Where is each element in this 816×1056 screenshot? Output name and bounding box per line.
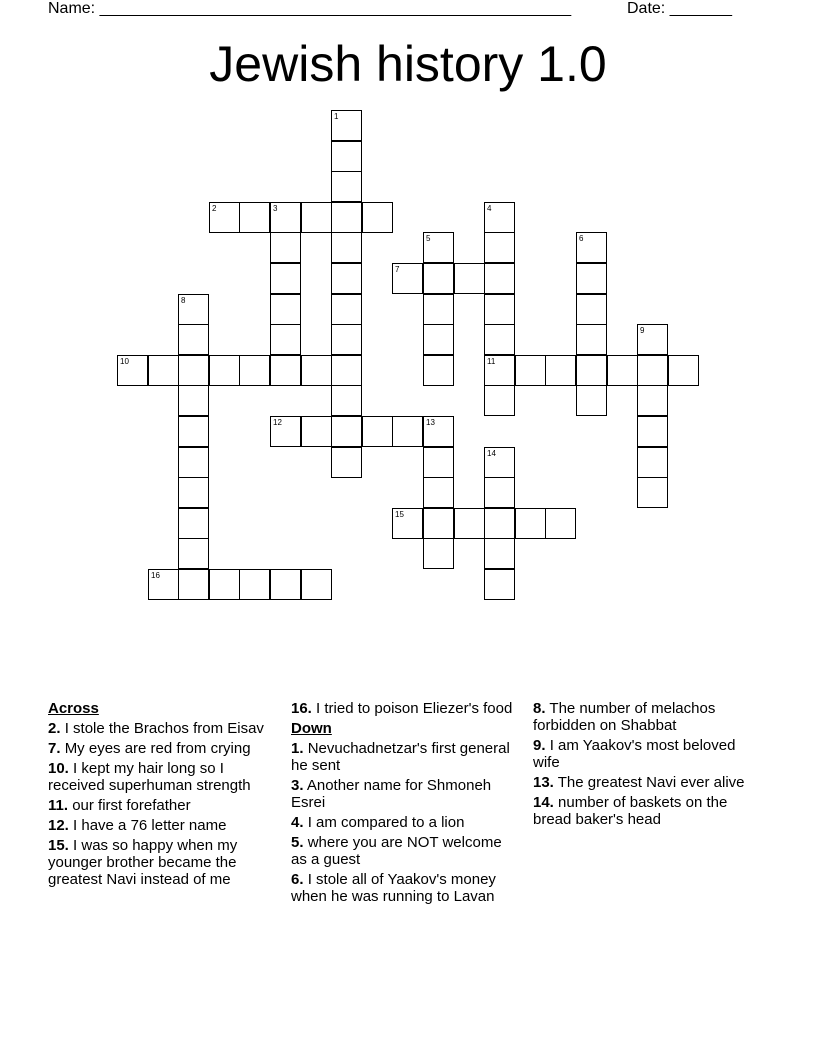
crossword-cell[interactable]	[392, 416, 423, 447]
crossword-cell[interactable]	[423, 416, 454, 447]
crossword-cell[interactable]	[178, 569, 209, 600]
crossword-cell[interactable]	[362, 416, 393, 447]
crossword-cell[interactable]	[637, 385, 668, 416]
crossword-cell[interactable]	[331, 416, 362, 447]
page-title: Jewish history 1.0	[209, 36, 607, 92]
crossword-cell[interactable]	[270, 263, 301, 294]
clue-down-3	[291, 777, 516, 811]
clue-number: 1.	[291, 740, 304, 757]
cell-number: 14	[487, 449, 496, 458]
crossword-cell[interactable]	[576, 324, 607, 355]
crossword-cell[interactable]	[178, 416, 209, 447]
crossword-cell[interactable]	[484, 263, 515, 294]
clue-down-6	[291, 871, 516, 905]
crossword-cell[interactable]	[637, 324, 668, 355]
crossword-cell[interactable]	[178, 355, 209, 386]
clue-text: I tried to poison Eliezer's food	[316, 700, 513, 717]
clue-number: 4.	[291, 814, 304, 831]
crossword-cell[interactable]	[423, 477, 454, 508]
clue-number: 9.	[533, 737, 546, 754]
crossword-cell[interactable]	[178, 538, 209, 569]
clue-text: I was so happy when my younger brother became the greatest Navi instead of me	[48, 837, 238, 888]
clue-across-12	[48, 817, 273, 834]
clue-down-13	[533, 774, 748, 791]
crossword-cell[interactable]	[484, 324, 515, 355]
crossword-cell[interactable]	[301, 416, 332, 447]
clue-number: 11.	[48, 797, 69, 814]
crossword-cell[interactable]	[178, 385, 209, 416]
clue-across-16	[291, 700, 516, 717]
cell-number: 8	[181, 296, 186, 305]
crossword-cell[interactable]	[209, 355, 240, 386]
crossword-cell[interactable]	[301, 202, 332, 233]
crossword-cell[interactable]	[423, 294, 454, 325]
crossword-cell[interactable]	[117, 355, 148, 386]
clue-number: 12.	[48, 817, 69, 834]
crossword-cell[interactable]	[484, 294, 515, 325]
cell-number: 11	[487, 357, 496, 366]
crossword-cell[interactable]	[637, 447, 668, 478]
crossword-cell[interactable]	[178, 294, 209, 325]
crossword-cell[interactable]	[423, 538, 454, 569]
clues-column-3	[533, 700, 748, 831]
cell-number: 6	[579, 234, 584, 243]
clue-across-2	[48, 720, 273, 737]
crossword-cell[interactable]	[301, 569, 332, 600]
clue-text: My eyes are red from crying	[64, 740, 251, 757]
crossword-cell[interactable]	[209, 202, 240, 233]
crossword-cell[interactable]	[331, 294, 362, 325]
crossword-cell[interactable]	[484, 355, 515, 386]
crossword-cell[interactable]	[484, 477, 515, 508]
cell-number: 16	[151, 571, 160, 580]
crossword-cell[interactable]	[331, 110, 362, 141]
crossword-cell[interactable]	[515, 508, 546, 539]
cell-number: 10	[120, 357, 129, 366]
crossword-cell[interactable]	[331, 324, 362, 355]
clue-text: Nevuchadnetzar's first general he sent	[291, 740, 510, 774]
clue-number: 6.	[291, 871, 304, 888]
clue-down-4	[291, 814, 516, 831]
clue-down-8	[533, 700, 748, 734]
clue-down-5	[291, 834, 516, 868]
crossword-cell[interactable]	[423, 324, 454, 355]
clue-down-9	[533, 737, 748, 771]
crossword-cell[interactable]	[484, 447, 515, 478]
crossword-cell[interactable]	[637, 477, 668, 508]
clue-text: I am Yaakov's most beloved wife	[533, 737, 736, 771]
clue-text: I am compared to a lion	[307, 814, 465, 831]
crossword-cell[interactable]	[331, 141, 362, 172]
cell-number: 7	[395, 265, 400, 274]
crossword-cell[interactable]	[484, 385, 515, 416]
crossword-cell[interactable]	[392, 508, 423, 539]
clue-number: 5.	[291, 834, 304, 851]
clue-across-7	[48, 740, 273, 757]
crossword-cell[interactable]	[576, 385, 607, 416]
crossword-cell[interactable]	[423, 263, 454, 294]
cell-number: 12	[273, 418, 282, 427]
crossword-cell[interactable]	[484, 569, 515, 600]
crossword-cell[interactable]	[423, 232, 454, 263]
crossword-cell[interactable]	[423, 447, 454, 478]
crossword-cell[interactable]	[209, 569, 240, 600]
clue-text: I stole the Brachos from Eisav	[64, 720, 264, 737]
clue-text: our first forefather	[72, 797, 191, 814]
clue-number: 3.	[291, 777, 304, 794]
crossword-cell[interactable]	[270, 416, 301, 447]
clue-number: 16.	[291, 700, 312, 717]
clue-number: 15.	[48, 837, 69, 854]
clue-number: 14.	[533, 794, 554, 811]
crossword-cell[interactable]	[148, 355, 179, 386]
clues-column-2	[291, 700, 516, 908]
crossword-cell[interactable]	[301, 355, 332, 386]
crossword-cell[interactable]	[545, 508, 576, 539]
crossword-cell[interactable]	[331, 355, 362, 386]
crossword-cell[interactable]	[178, 324, 209, 355]
clue-text: number of baskets on the bread baker's head	[533, 794, 728, 828]
crossword-cell[interactable]	[331, 263, 362, 294]
crossword-cell[interactable]	[178, 447, 209, 478]
crossword-cell[interactable]	[454, 508, 485, 539]
crossword-cell[interactable]	[392, 263, 423, 294]
name-field-label: Name: _____________________________________________________	[48, 0, 572, 17]
down-heading: Down	[291, 720, 332, 737]
crossword-cell[interactable]	[607, 355, 638, 386]
crossword-cell[interactable]	[270, 202, 301, 233]
date-field-label: Date: _______	[627, 0, 732, 17]
crossword-cell[interactable]	[637, 416, 668, 447]
crossword-cell[interactable]	[637, 355, 668, 386]
clues-column-1	[48, 700, 273, 891]
clue-text: I stole all of Yaakov's money when he was running to Lavan	[291, 871, 496, 905]
clue-text: The number of melachos forbidden on Shabbat	[533, 700, 716, 734]
crossword-cell[interactable]	[270, 294, 301, 325]
crossword-cell[interactable]	[454, 263, 485, 294]
crossword-cell[interactable]	[668, 355, 699, 386]
clue-text: where you are NOT welcome as a guest	[291, 834, 502, 868]
cell-number: 13	[426, 418, 435, 427]
clue-down-1	[291, 740, 516, 774]
crossword-cell[interactable]	[484, 202, 515, 233]
crossword-cell[interactable]	[239, 569, 270, 600]
clue-number: 13.	[533, 774, 554, 791]
crossword-cell[interactable]	[270, 232, 301, 263]
clue-across-10	[48, 760, 273, 794]
clue-number: 10.	[48, 760, 69, 777]
clue-number: 2.	[48, 720, 61, 737]
crossword-cell[interactable]	[331, 202, 362, 233]
clue-number: 7.	[48, 740, 61, 757]
clue-across-11	[48, 797, 273, 814]
crossword-cell[interactable]	[484, 232, 515, 263]
crossword-cell[interactable]	[515, 355, 546, 386]
crossword-cell[interactable]	[178, 477, 209, 508]
clue-text: Another name for Shmoneh Esrei	[291, 777, 492, 811]
crossword-cell[interactable]	[331, 447, 362, 478]
crossword-cell[interactable]	[484, 508, 515, 539]
cell-number: 9	[640, 326, 645, 335]
cell-number: 15	[395, 510, 404, 519]
crossword-cell[interactable]	[362, 202, 393, 233]
clue-text: I kept my hair long so I received superhuman strength	[48, 760, 251, 794]
crossword-cell[interactable]	[331, 232, 362, 263]
crossword-cell[interactable]	[331, 171, 362, 202]
clue-number: 8.	[533, 700, 546, 717]
crossword-cell[interactable]	[576, 294, 607, 325]
crossword-cell[interactable]	[178, 508, 209, 539]
crossword-cell[interactable]	[331, 385, 362, 416]
across-heading: Across	[48, 700, 99, 717]
cell-number: 2	[212, 204, 217, 213]
clue-text: The greatest Navi ever alive	[557, 774, 745, 791]
crossword-cell[interactable]	[423, 508, 454, 539]
cell-number: 5	[426, 234, 431, 243]
cell-number: 1	[334, 112, 339, 121]
crossword-cell[interactable]	[576, 355, 607, 386]
cell-number: 3	[273, 204, 278, 213]
crossword-cell[interactable]	[239, 355, 270, 386]
crossword-cell[interactable]	[239, 202, 270, 233]
crossword-cell[interactable]	[423, 355, 454, 386]
crossword-cell[interactable]	[270, 324, 301, 355]
crossword-cell[interactable]	[270, 355, 301, 386]
crossword-cell[interactable]	[148, 569, 179, 600]
clue-across-15	[48, 837, 273, 888]
crossword-cell[interactable]	[484, 538, 515, 569]
crossword-cell[interactable]	[576, 232, 607, 263]
clue-text: I have a 76 letter name	[73, 817, 227, 834]
clue-down-14	[533, 794, 748, 828]
crossword-cell[interactable]	[270, 569, 301, 600]
crossword-cell[interactable]	[545, 355, 576, 386]
crossword-cell[interactable]	[576, 263, 607, 294]
cell-number: 4	[487, 204, 492, 213]
